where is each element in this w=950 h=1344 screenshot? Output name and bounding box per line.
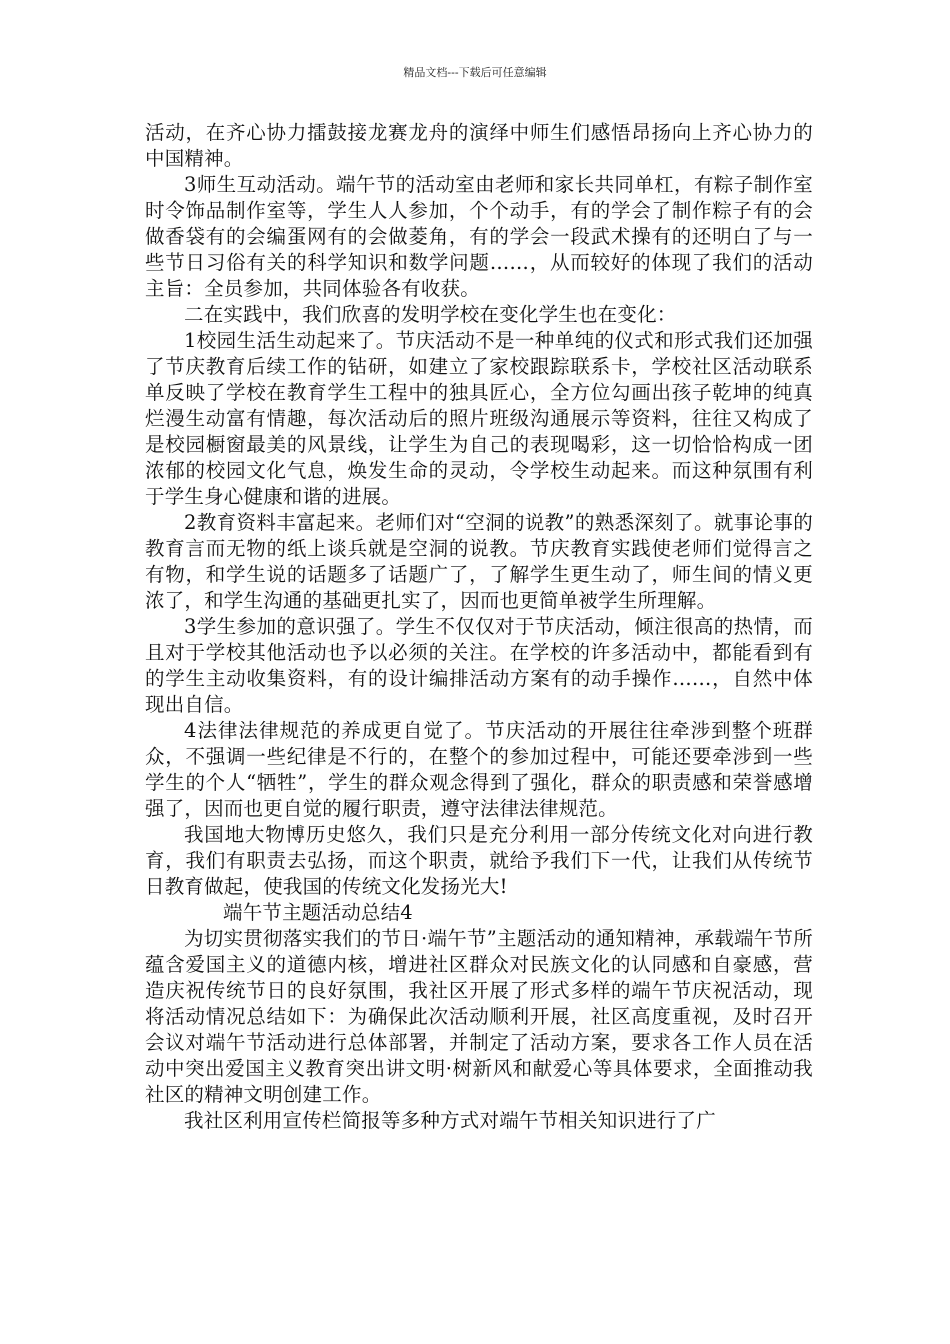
page-header: 精品文档---下载后可任意编辑 xyxy=(403,66,547,79)
paragraph: 我社区利用宣传栏简报等多种方式对端午节相关知识进行了广 xyxy=(184,1109,716,1132)
section-heading: 端午节主题活动总结4 xyxy=(223,901,413,924)
paragraph: 4法律法律规范的养成更自觉了。节庆活动的开展往往牵涉到整个班群众，不强调一些纪律是不行的，在整个的参加过程中，可能还要牵涉到一些学生的个人“牺牲”，学生的群众观念得到了强化，群众的职责感和荣誉感增强了，因而也更自觉的履行职责，遵守法律法律规范。 xyxy=(145,719,813,820)
paragraph: 我国地大物博历史悠久，我们只是充分利用一部分传统文化对向进行教育，我们有职责去弘扬，而这个职责，就给予我们下一代，让我们从传统节日教育做起，使我国的传统文化发扬光大! xyxy=(145,823,813,898)
paragraph: 3学生参加的意识强了。学生不仅仅对于节庆活动，倾注很高的热情，而且对于学校其他活动也予以必须的关注。在学校的许多活动中，都能看到有的学生主动收集资料，有的设计编排活动方案有的动手操作……，自然中体现出自信。 xyxy=(145,615,813,716)
paragraph: 活动，在齐心协力擂鼓接龙赛龙舟的演绎中师生们感悟昂扬向上齐心协力的中国精神。 xyxy=(145,121,813,170)
paragraph: 为切实贯彻落实我们的节日·端午节”主题活动的通知精神，承载端午节所蕴含爱国主义的道德内核，增进社区群众对民族文化的认同感和自豪感，营造庆祝传统节日的良好氛围，我社区开展了形式多样的端午节庆祝活动，现将活动情况总结如下：为确保此次活动顺利开展，社区高度重视，及时召开会议对端午节活动进行总体部署，并制定了活动方案，要求各工作人员在活动中突出爱国主义教育突出讲文明·树新风和献爱心等具体要求，全面推动我社区的精神文明创建工作。 xyxy=(145,927,813,1106)
paragraph: 3师生互动活动。端午节的活动室由老师和家长共同单杠，有粽子制作室时令饰品制作室等，学生人人参加，个个动手，有的学会了制作粽子有的会做香袋有的会编蛋网有的会做菱角，有的学会一段武术操有的还明白了与一些节日习俗有关的科学知识和数学问题……，从而较好的体现了我们的活动主旨：全员参加，共同体验各有收获。 xyxy=(145,173,813,300)
paragraph: 二在实践中，我们欣喜的发明学校在变化学生也在变化： xyxy=(184,303,677,326)
paragraph: 2教育资料丰富起来。老师们对“空洞的说教”的熟悉深刻了。就事论事的教育言而无物的纸上谈兵就是空洞的说教。节庆教育实践使老师们觉得言之有物，和学生说的话题多了话题广了，了解学生更生动了，师生间的情义更浓了，和学生沟通的基础更扎实了，因而也更简单被学生所理解。 xyxy=(145,511,813,612)
paragraph: 1校园生活生动起来了。节庆活动不是一种单纯的仪式和形式我们还加强了节庆教育后续工作的钻研，如建立了家校跟踪联系卡，学校社区活动联系单反映了学校在教育学生工程中的独具匠心，全方位勾画出孩子乾坤的纯真烂漫生动富有情趣，每次活动后的照片班级沟通展示等资料，往往又构成了是校园橱窗最美的风景线，让学生为自己的表现喝彩，这一切恰恰构成一团浓郁的校园文化气息，焕发生命的灵动，令学校生动起来。而这种氛围有利于学生身心健康和谐的进展。 xyxy=(145,329,813,508)
document-body xyxy=(145,120,813,1134)
